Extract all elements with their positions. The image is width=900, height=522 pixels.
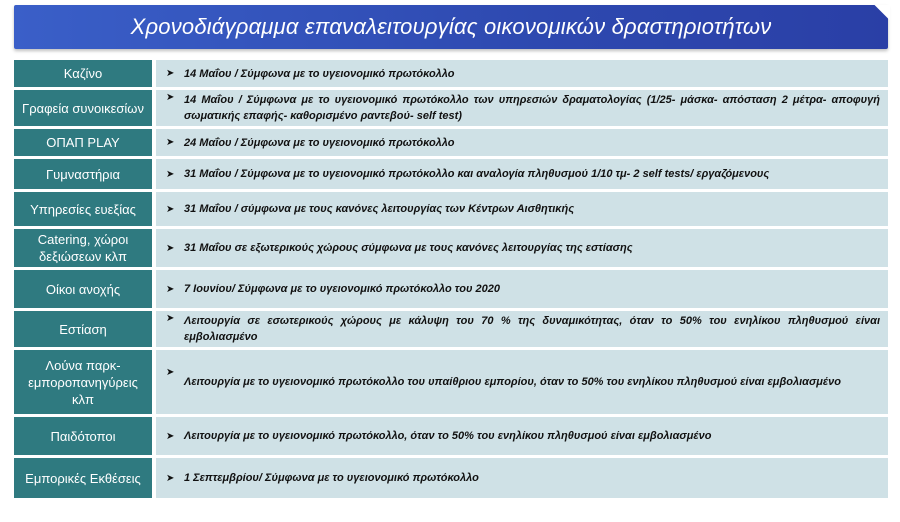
schedule-row bbox=[14, 60, 888, 87]
schedule-row bbox=[14, 129, 888, 156]
page-title: Χρονοδιάγραμμα επαναλειτουργίας οικονομικών δραστηριοτήτων bbox=[130, 14, 772, 39]
arrow-bullet-icon: ➤ bbox=[166, 203, 175, 215]
row-content bbox=[156, 417, 888, 455]
row-label: Γυμναστήρια bbox=[14, 159, 152, 189]
arrow-bullet-icon: ➤ bbox=[166, 168, 175, 180]
row-label: Καζίνο bbox=[14, 60, 152, 87]
row-label: Εμπορικές Εκθέσεις bbox=[14, 458, 152, 498]
arrow-bullet-icon: ➤ bbox=[166, 313, 175, 324]
schedule-row bbox=[14, 350, 888, 414]
row-text: Λειτουργία με το υγειονομικό πρωτόκολλο του υπαίθριου εμπορίου, όταν το 50% του ενηλίκου πληθυσμού είναι εμβολιασμένο bbox=[184, 376, 842, 388]
row-content bbox=[156, 350, 888, 414]
arrow-bullet-icon: ➤ bbox=[166, 137, 175, 148]
row-text: Λειτουργία σε εσωτερικούς χώρους με κάλυψη του 70 % της δυναμικότητας, όταν το 50% του ενηλίκου πληθυσμού είναι εμβολιασμένο bbox=[184, 315, 880, 343]
row-content bbox=[156, 60, 888, 87]
arrow-bullet-icon: ➤ bbox=[166, 430, 175, 442]
schedule-row bbox=[14, 311, 888, 347]
title-banner bbox=[14, 5, 888, 49]
row-label: Εστίαση bbox=[14, 311, 152, 347]
row-text: 24 Μαΐου / Σύμφωνα με το υγειονομικό πρωτόκολλο bbox=[184, 136, 455, 149]
row-text: 14 Μαΐου / Σύμφωνα με το υγειονομικό πρωτόκολλο των υπηρεσιών δραματολογίας (1/25- μάσκα- απόσταση 2 μέτρα- αποφυγή σωματικής επαφής- καθορισμένο ραντεβού- self test) bbox=[184, 94, 880, 122]
arrow-bullet-icon: ➤ bbox=[166, 367, 175, 378]
row-label: ΟΠΑΠ PLAY bbox=[14, 129, 152, 156]
arrow-bullet-icon: ➤ bbox=[166, 283, 175, 295]
arrow-bullet-icon: ➤ bbox=[166, 92, 175, 103]
row-content bbox=[156, 270, 888, 308]
row-label: Οίκοι ανοχής bbox=[14, 270, 152, 308]
schedule-table bbox=[14, 60, 888, 501]
schedule-row bbox=[14, 192, 888, 226]
row-content bbox=[156, 311, 888, 347]
row-content bbox=[156, 229, 888, 267]
arrow-bullet-icon: ➤ bbox=[166, 68, 175, 79]
row-label: Υπηρεσίες ευεξίας bbox=[14, 192, 152, 226]
row-content bbox=[156, 90, 888, 126]
row-label: Catering, χώροι δεξιώσεων κλπ bbox=[14, 229, 152, 267]
row-text: 31 Μαΐου σε εξωτερικούς χώρους σύμφωνα με τους κανόνες λειτουργίας της εστίασης bbox=[184, 242, 633, 254]
row-text: Λειτουργία με το υγειονομικό πρωτόκολλο, όταν το 50% του ενηλίκου πληθυσμού είναι εμβολιασμένο bbox=[184, 430, 712, 442]
row-text: 31 Μαΐου / σύμφωνα με τους κανόνες λειτουργίας των Κέντρων Αισθητικής bbox=[184, 203, 575, 215]
arrow-bullet-icon: ➤ bbox=[166, 242, 175, 254]
row-content bbox=[156, 458, 888, 498]
row-text: 7 Ιουνίου/ Σύμφωνα με το υγειονομικό πρωτόκολλο του 2020 bbox=[184, 283, 501, 295]
row-label: Λούνα παρκ- εμποροπανηγύρεις κλπ bbox=[14, 350, 152, 414]
schedule-row bbox=[14, 159, 888, 189]
row-content bbox=[156, 129, 888, 156]
schedule-row bbox=[14, 270, 888, 308]
row-content bbox=[156, 192, 888, 226]
schedule-row bbox=[14, 229, 888, 267]
row-label: Παιδότοποι bbox=[14, 417, 152, 455]
row-text: 1 Σεπτεμβρίου/ Σύμφωνα με το υγειονομικό πρωτόκολλο bbox=[184, 472, 479, 484]
schedule-row bbox=[14, 417, 888, 455]
schedule-row bbox=[14, 458, 888, 498]
row-content bbox=[156, 159, 888, 189]
arrow-bullet-icon: ➤ bbox=[166, 472, 175, 484]
row-text: 31 Μαΐου / Σύμφωνα με το υγειονομικό πρωτόκολλο και αναλογία πληθυσμού 1/10 τμ- 2 self tests/ εργαζόμενους bbox=[184, 168, 770, 180]
schedule-row bbox=[14, 90, 888, 126]
row-text: 14 Μαΐου / Σύμφωνα με το υγειονομικό πρωτόκολλο bbox=[184, 67, 455, 80]
row-label: Γραφεία συνοικεσίων bbox=[14, 90, 152, 126]
